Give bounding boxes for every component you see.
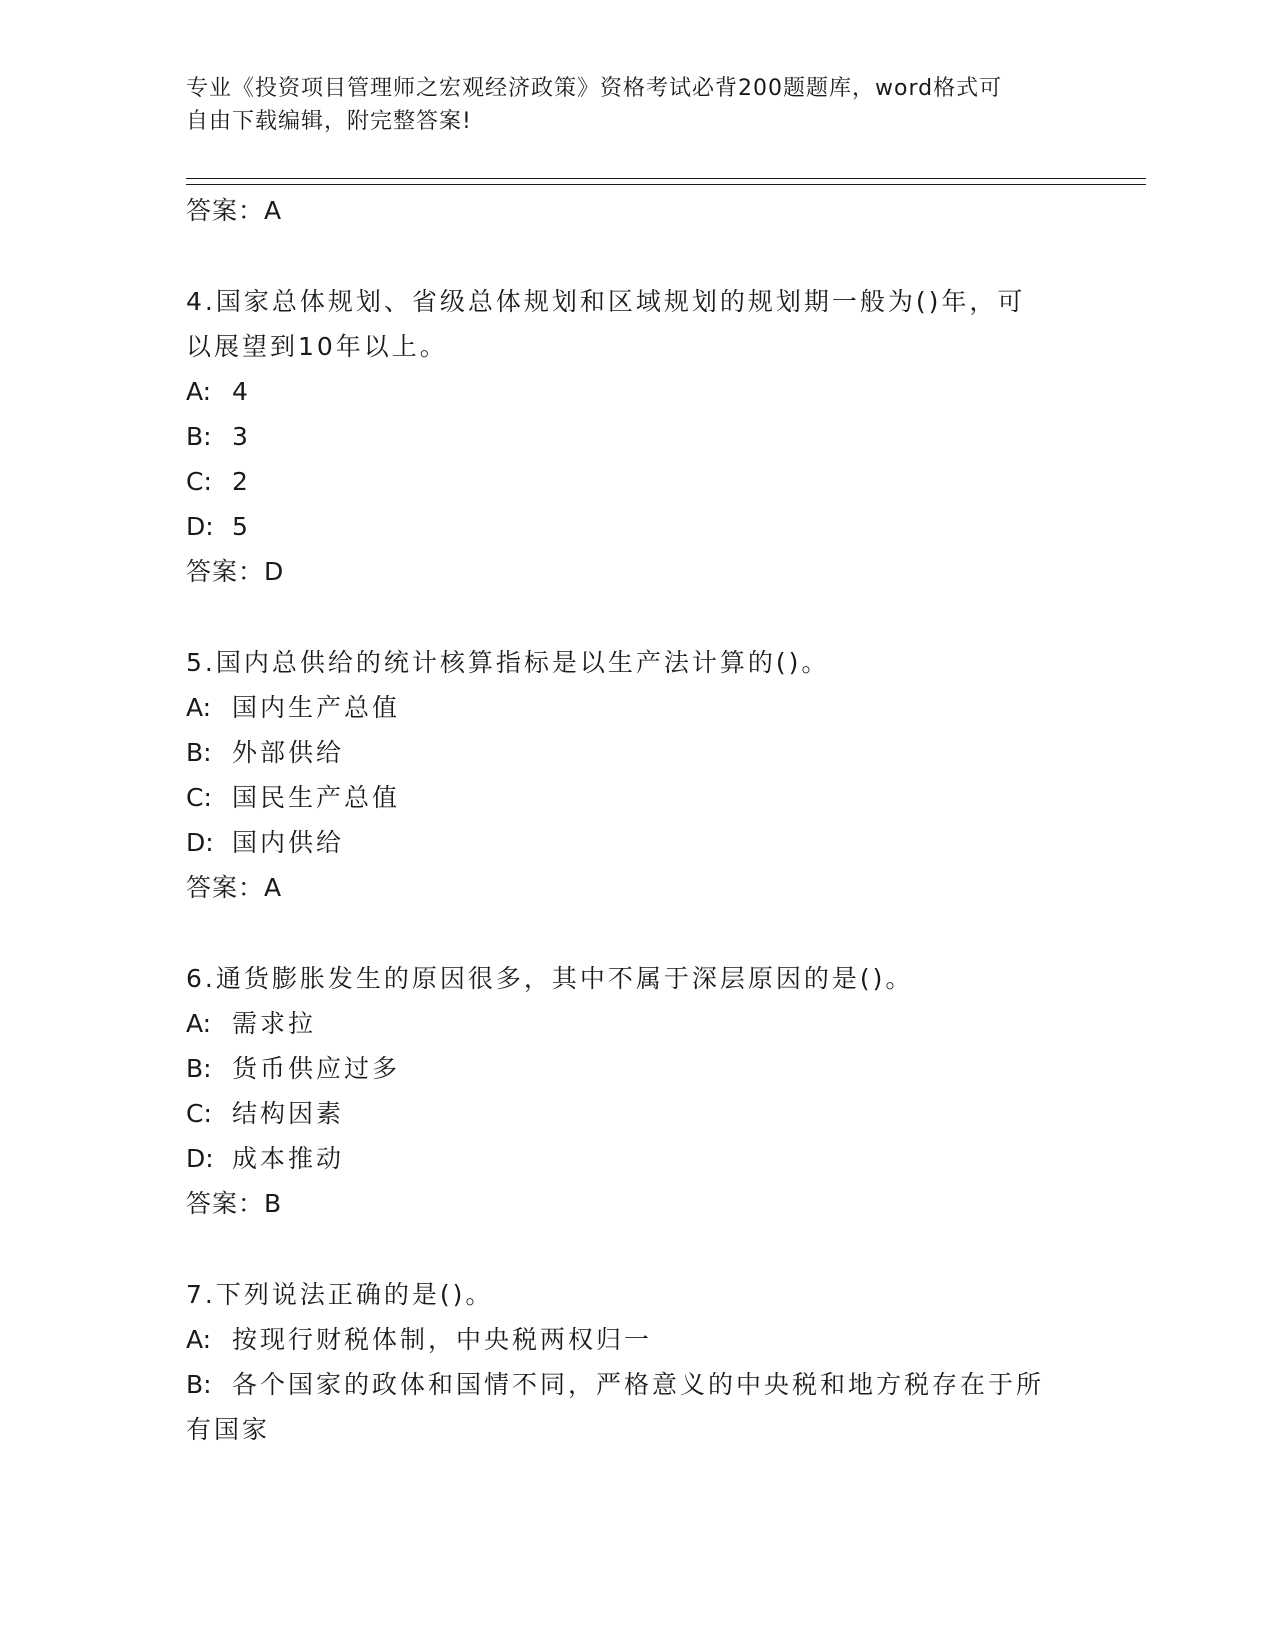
question-6-text: 6.通货膨胀发生的原因很多，其中不属于深层原因的是()。 (186, 964, 914, 993)
question-5-option-c (186, 775, 1066, 820)
option-text: 2 (232, 467, 251, 496)
question-6-option-c (186, 1091, 1066, 1136)
question-6-answer: 答案：B (186, 1189, 283, 1218)
option-text: 国民生产总值 (232, 783, 401, 812)
question-4-text-line-1: 4.国家总体规划、省级总体规划和区域规划的规划期一般为()年，可 (186, 287, 1026, 316)
option-text: 3 (232, 422, 251, 451)
question-5-option-d (186, 820, 1066, 865)
option-text: 各个国家的政体和国情不同，严格意义的中央税和地方税存在于所 (232, 1370, 1045, 1399)
question-6-option-d (186, 1136, 1066, 1181)
option-label: B: (186, 1370, 212, 1399)
question-6 (186, 956, 1066, 1226)
question-6-option-a (186, 1001, 1066, 1046)
header-line-2: 自由下载编辑，附完整答案! (186, 109, 472, 134)
option-text: 5 (232, 512, 251, 541)
option-text: 成本推动 (232, 1144, 345, 1173)
question-4 (186, 279, 1066, 594)
question-7-option-b-continuation: 有国家 (186, 1415, 271, 1444)
option-label: A: (186, 1009, 212, 1038)
question-4-option-b (186, 414, 1066, 459)
question-5-option-a (186, 685, 1066, 730)
option-text: 结构因素 (232, 1099, 345, 1128)
option-label: B: (186, 422, 212, 451)
option-text: 外部供给 (232, 738, 345, 767)
option-text: 国内供给 (232, 828, 345, 857)
question-7-option-a (186, 1317, 1066, 1362)
header-divider (186, 178, 1146, 185)
question-5-option-b (186, 730, 1066, 775)
question-4-option-a (186, 369, 1066, 414)
question-5 (186, 640, 1066, 910)
option-text: 需求拉 (232, 1009, 317, 1038)
document-body (186, 188, 1066, 1452)
answer-q3: 答案：A (186, 196, 283, 225)
option-label: A: (186, 377, 212, 406)
option-label: C: (186, 467, 212, 496)
question-5-answer: 答案：A (186, 873, 283, 902)
question-7-option-b (186, 1362, 1066, 1407)
option-label: C: (186, 1099, 212, 1128)
option-label: D: (186, 828, 214, 857)
question-4-text-line-2: 以展望到10年以上。 (186, 332, 448, 361)
option-text: 4 (232, 377, 251, 406)
document-header (186, 72, 1066, 138)
header-line-1: 专业《投资项目管理师之宏观经济政策》资格考试必背200题题库，word格式可 (186, 76, 1003, 101)
question-4-answer: 答案：D (186, 557, 285, 586)
question-6-option-b (186, 1046, 1066, 1091)
option-text: 国内生产总值 (232, 693, 401, 722)
option-label: D: (186, 1144, 214, 1173)
question-7 (186, 1272, 1066, 1452)
option-label: B: (186, 738, 212, 767)
option-label: D: (186, 512, 214, 541)
option-label: A: (186, 693, 212, 722)
option-text: 货币供应过多 (232, 1054, 401, 1083)
question-5-text: 5.国内总供给的统计核算指标是以生产法计算的()。 (186, 648, 830, 677)
question-7-text: 7.下列说法正确的是()。 (186, 1280, 494, 1309)
question-4-option-c (186, 459, 1066, 504)
question-4-option-d (186, 504, 1066, 549)
option-text: 按现行财税体制，中央税两权归一 (232, 1325, 653, 1354)
option-label: C: (186, 783, 212, 812)
option-label: A: (186, 1325, 212, 1354)
option-label: B: (186, 1054, 212, 1083)
